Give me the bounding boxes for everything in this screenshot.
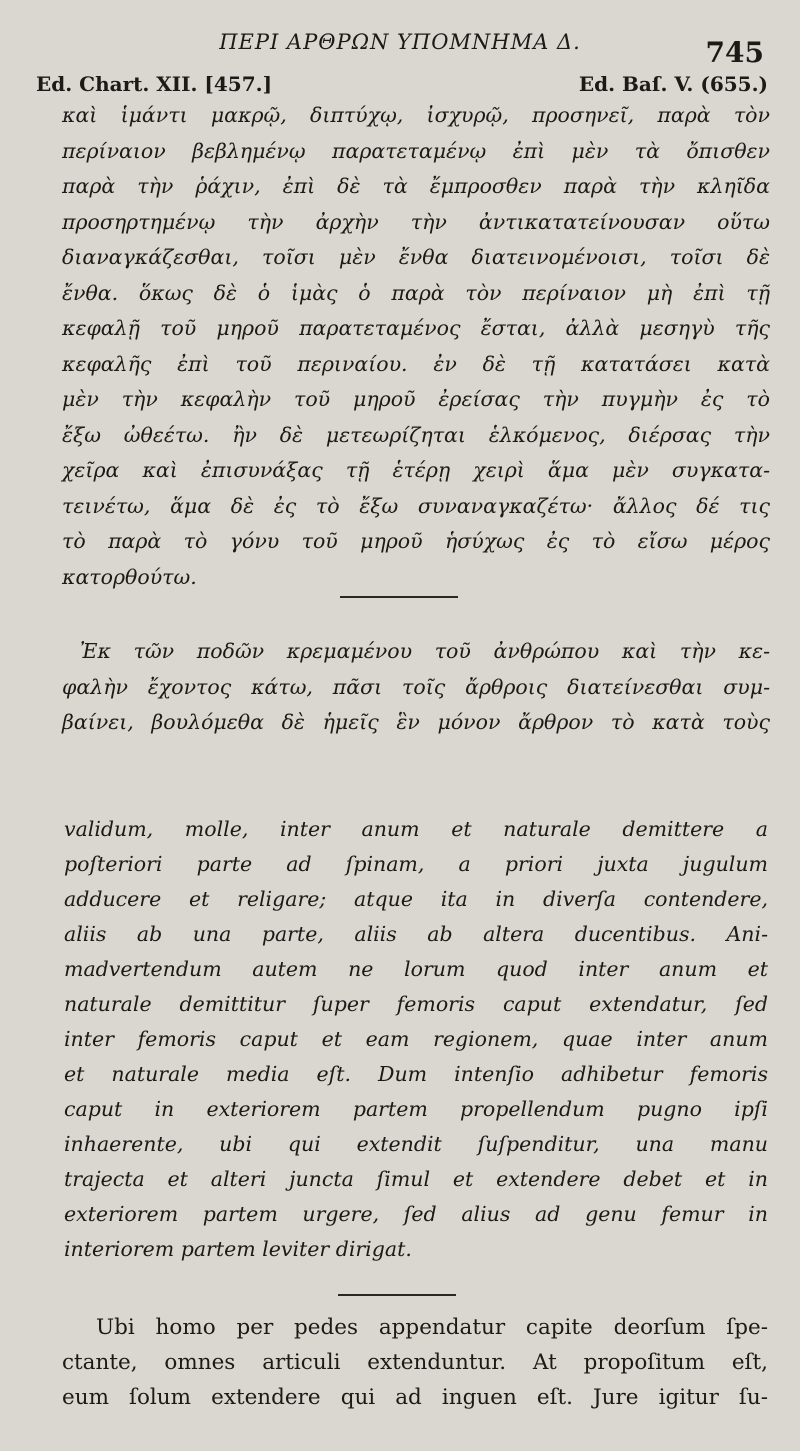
text-line: Ἐκ τῶν ποδῶν κρεμαμένου τοῦ ἀνθρώπου καὶ τὴν κε-: [80, 639, 770, 663]
text-line: interiorem partem leviter dirigat.: [64, 1237, 412, 1261]
text-line: ctante, omnes articuli extenduntur. At propoſitum eſt,: [62, 1350, 768, 1375]
text-line: περίναιον βεβλημένῳ παρατεταμένῳ ἐπὶ μὲν τὰ ὄπισθεν: [62, 138, 770, 163]
text-line: διαναγκάζεσθαι, τοῖσι μὲν ἔνθα διατεινομένοισι, τοῖσι δὲ: [62, 245, 770, 269]
running-title: ΠΕΡΙ ΑΡΘΡΩΝ ΥΠΟΜΝΗΜΑ Δ.: [219, 30, 581, 54]
text-line: τὸ παρὰ τὸ γόνυ τοῦ μηροῦ ἡσύχως ἐς τὸ εἴσω μέρος: [62, 529, 770, 553]
text-line: madvertendum autem ne lorum quod inter anum et: [64, 957, 768, 981]
text-line: ἔξω ὠθεέτω. ἢν δὲ μετεωρίζηται ἑλκόμενος, διέρσας τὴν: [62, 422, 770, 447]
text-line: adducere et religare; atque ita in diverſa contendere,: [64, 887, 768, 911]
text-line: trajecta et alteri juncta ſimul et extendere debet et in: [64, 1167, 768, 1191]
text-line: et naturale media eſt. Dum intenſio adhibetur femoris: [64, 1062, 768, 1086]
text-line: caput in exteriorem partem propellendum pugno ipſi: [64, 1097, 768, 1121]
text-line: φαλὴν ἔχοντος κάτω, πᾶσι τοῖς ἄρθροις διατείνεσθαι συμ-: [62, 674, 770, 699]
text-line: καὶ ἱμάντι μακρῷ, διπτύχῳ, ἰσχυρῷ, προσηνεῖ, παρὰ τὸν: [62, 103, 770, 127]
section-divider: [338, 1294, 456, 1296]
text-line: χεῖρα καὶ ἐπισυνάξας τῇ ἑτέρῃ χειρὶ ἅμα μὲν συγκατα-: [62, 458, 770, 482]
text-line: Ubi homo per pedes appendatur capite deorſum ſpe-: [96, 1315, 768, 1340]
latin-roman-translation: [62, 1310, 768, 1415]
edition-basel-reference: Ed. Baſ. V. (655.): [578, 72, 768, 96]
greek-text-section-2: [62, 634, 770, 741]
page-number: 745: [705, 36, 764, 69]
text-line: validum, molle, inter anum et naturale demittere a: [64, 817, 768, 841]
section-divider: [340, 596, 458, 598]
text-line: naturale demittitur ſuper femoris caput extendatur, ſed: [64, 992, 768, 1016]
text-line: παρὰ τὴν ῥάχιν, ἐπὶ δὲ τὰ ἔμπροσθεν παρὰ τὴν κληῖδα: [62, 174, 770, 198]
text-line: μὲν τὴν κεφαλὴν τοῦ μηροῦ ἐρείσας τὴν πυγμὴν ἐς τὸ: [62, 387, 770, 411]
text-line: poſteriori parte ad ſpinam, a priori juxta jugulum: [64, 852, 768, 876]
text-line: βαίνει, βουλόμεθα δὲ ἡμεῖς ἓν μόνον ἄρθρον τὸ κατὰ τοὺς: [62, 710, 770, 734]
text-line: κεφαλῇ τοῦ μηροῦ παρατεταμένος ἔσται, ἀλλὰ μεσηγὺ τῆς: [62, 316, 770, 340]
text-line: προσηρτημένῳ τὴν ἀρχὴν τὴν ἀντικατατείνουσαν οὕτω: [62, 209, 770, 234]
text-line: κατορθούτω.: [62, 564, 197, 589]
text-line: ἔνθα. ὅκως δὲ ὁ ἱμὰς ὁ παρὰ τὸν περίναιον μὴ ἐπὶ τῇ: [62, 280, 770, 305]
text-line: τεινέτω, ἅμα δὲ ἐς τὸ ἔξω συναναγκαζέτω· ἄλλος δέ τις: [62, 493, 770, 518]
edition-chartier-reference: Ed. Chart. XII. [457.]: [36, 72, 273, 96]
text-line: aliis ab una parte, aliis ab altera ducentibus. Ani-: [64, 922, 768, 946]
text-line: exteriorem partem urgere, ſed alius ad genu femur in: [64, 1202, 768, 1226]
greek-text-section-1: [62, 98, 770, 595]
text-line: inter femoris caput et eam regionem, quae inter anum: [64, 1027, 768, 1051]
text-line: κεφαλῆς ἐπὶ τοῦ περιναίου. ἐν δὲ τῇ κατατάσει κατὰ: [62, 351, 770, 376]
text-line: inhaerente, ubi qui extendit ſuſpenditur, una manu: [64, 1132, 768, 1156]
latin-italic-translation: [64, 812, 768, 1267]
text-line: eum ſolum extendere qui ad inguen eſt. Jure igitur ſu-: [62, 1385, 768, 1410]
